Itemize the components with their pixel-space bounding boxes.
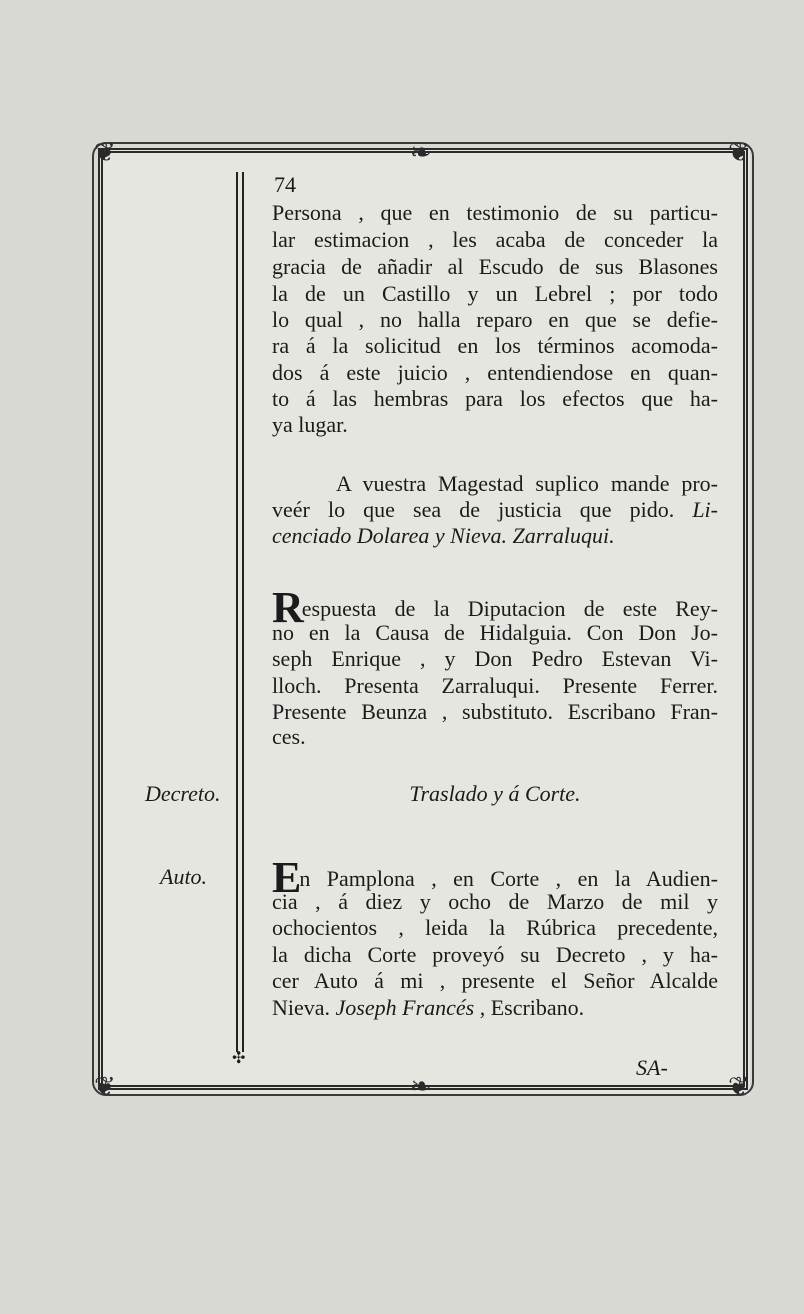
- text-line: ces.: [272, 724, 306, 749]
- text-span: Nieva.: [272, 995, 331, 1020]
- text-line: ra á la solicitud en los términos acomoda-: [272, 333, 718, 358]
- margin-rule: [236, 172, 244, 1052]
- text-line: seph Enrique , y Don Pedro Estevan Vi-: [272, 646, 718, 671]
- text-line: no en la Causa de Hidalguia. Con Don Jo-: [272, 620, 718, 645]
- text-line: dos á este juicio , entendiendose en quan-: [272, 360, 718, 385]
- text-line: ya lugar.: [272, 412, 348, 437]
- margin-note-auto: Auto.: [160, 864, 208, 889]
- margin-note-decreto: Decreto.: [145, 781, 221, 806]
- text-line: Persona , que en testimonio de su particu-: [272, 200, 718, 225]
- page-number: 74: [274, 172, 296, 197]
- drop-cap: E: [272, 853, 300, 902]
- text-line: lar estimacion , les acaba de conceder la: [272, 227, 718, 252]
- text-line: cenciado Dolarea y Nieva. Zarraluqui.: [272, 523, 615, 548]
- text-line: lo qual , no halla reparo en que se defie-: [272, 307, 718, 332]
- text-line: to á las hembras para los efectos que ha-: [272, 386, 718, 411]
- corner-ornament-icon: ❦: [94, 1072, 116, 1101]
- text-span: veér lo que sea de justicia que pido.: [272, 497, 675, 522]
- text-line: gracia de añadir al Escudo de sus Blasones: [272, 254, 718, 279]
- text-line: la dicha Corte proveyó su Decreto , y ha-: [272, 942, 718, 967]
- text-line: [272, 995, 718, 1021]
- text-span: , Escribano.: [479, 995, 585, 1020]
- corner-ornament-icon: ❦: [94, 138, 116, 167]
- text-line: [272, 497, 718, 523]
- text-line: lloch. Presenta Zarraluqui. Presente Ferrer.: [272, 673, 718, 698]
- scroll-ornament-icon: ❧: [410, 1072, 432, 1101]
- text-line: ochocientos , leida la Rúbrica precedente,: [272, 915, 718, 940]
- text-line: Presente Beunza , substituto. Escribano Fran-: [272, 699, 718, 724]
- catchword: SA-: [636, 1055, 668, 1080]
- text-line: A vuestra Magestad suplico mande pro-: [336, 471, 718, 496]
- corner-ornament-icon: ❦: [728, 138, 750, 167]
- text-line: la de un Castillo y un Lebrel ; por todo: [272, 281, 718, 306]
- rule-end-ornament-icon: ✣: [232, 1050, 246, 1067]
- text-span: n Pamplona , en Corte , en la Audien-: [299, 866, 718, 891]
- text-line: cer Auto á mi , presente el Señor Alcalde: [272, 968, 718, 993]
- text-line: cia , á diez y ocho de Marzo de mil y: [272, 889, 718, 914]
- decree-text: Traslado y á Corte.: [409, 781, 581, 806]
- scroll-ornament-icon: ❧: [410, 138, 432, 167]
- corner-ornament-icon: ❦: [728, 1072, 750, 1101]
- signature-name: Joseph Francés: [335, 995, 475, 1020]
- text-span: espuesta de la Diputacion de este Rey-: [301, 596, 718, 621]
- drop-cap: R: [272, 583, 302, 632]
- text-line: [272, 583, 718, 632]
- text-span: Li-: [692, 497, 718, 522]
